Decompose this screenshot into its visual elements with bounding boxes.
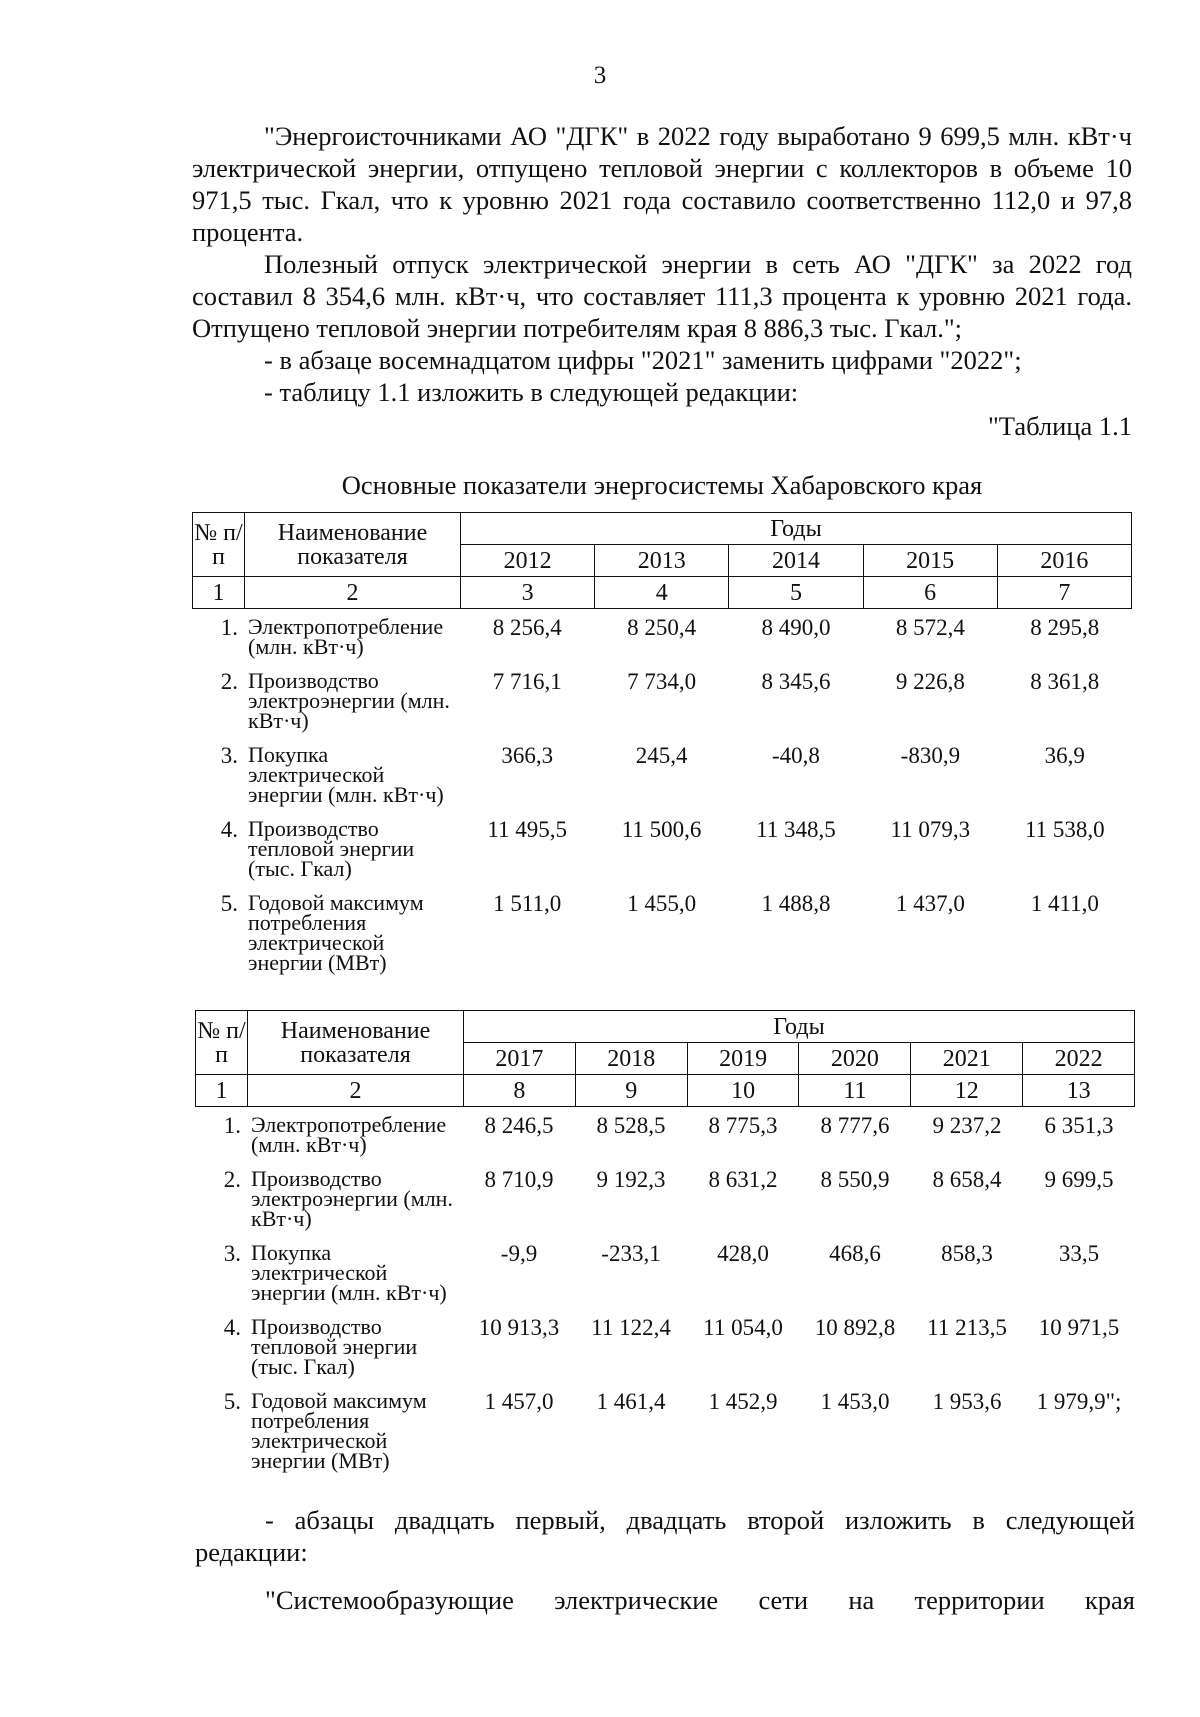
header-year: 2013 [595, 545, 729, 577]
cell-value: 9 237,2 [932, 1113, 1002, 1138]
row-name: Годовой максимум потребления электрической энергии (МВт) [251, 1388, 427, 1473]
row-name: Производство тепловой энергии (тыс. Гкал) [251, 1314, 418, 1379]
row-name: Производство тепловой энергии (тыс. Гкал) [248, 816, 415, 881]
cell-value: 10 892,8 [814, 1315, 896, 1340]
cell-value: -830,9 [900, 743, 961, 768]
cell-value: 1 411,0 [1030, 891, 1099, 916]
table-title: Основные показатели энергосистемы Хабаровского края [341, 470, 983, 500]
header-year: 2022 [1023, 1043, 1135, 1075]
cell-value: 1 457,0 [484, 1389, 554, 1414]
cell-value: 9 699,5 [1044, 1167, 1114, 1192]
cell-value: 8 572,4 [895, 615, 965, 640]
table-row [195, 1243, 1135, 1317]
cell-value: -233,1 [601, 1241, 661, 1266]
table-header [195, 1010, 1135, 1107]
cell-value: 7 716,1 [492, 669, 562, 694]
header-year: 2017 [464, 1043, 576, 1075]
table-label: "Таблица 1.1 [987, 411, 1132, 441]
paragraph-amendment-21-22: - абзацы двадцать первый, двадцать второй изложить в следующей редакции: [195, 1505, 1135, 1567]
row-number: 4. [223, 1315, 241, 1340]
table-row [195, 1391, 1135, 1485]
cell-value: 11 500,6 [621, 817, 702, 842]
cell-value: 9 192,3 [596, 1167, 666, 1192]
cell-value: -40,8 [772, 743, 820, 768]
table-body [195, 1112, 1135, 1485]
column-number: 9 [575, 1075, 687, 1107]
cell-value: 10 913,3 [478, 1315, 560, 1340]
column-number: 7 [997, 577, 1131, 609]
column-number: 8 [464, 1075, 576, 1107]
header-year: 2016 [997, 545, 1131, 577]
row-number: 5. [220, 891, 238, 916]
table-row [192, 745, 1132, 819]
row-name: Производство электроэнергии (млн. кВт·ч) [251, 1166, 453, 1231]
cell-value: 8 710,9 [484, 1167, 554, 1192]
header-year: 2012 [461, 545, 595, 577]
header-year: 2021 [911, 1043, 1023, 1075]
cell-value: 33,5 [1058, 1241, 1100, 1266]
cell-value: 8 528,5 [596, 1113, 666, 1138]
header-years: Годы [464, 1011, 1135, 1043]
cell-value: -9,9 [500, 1241, 538, 1266]
row-number: 3. [220, 743, 238, 768]
cell-value: 8 250,4 [627, 615, 697, 640]
cell-value: 11 079,3 [890, 817, 971, 842]
row-name: Покупка электрической энергии (млн. кВт·ч) [251, 1240, 447, 1305]
cell-value: 8 631,2 [708, 1167, 778, 1192]
cell-value: 11 538,0 [1024, 817, 1105, 842]
header-year: 2018 [575, 1043, 687, 1075]
column-number: 2 [245, 577, 461, 609]
cell-value: 11 213,5 [927, 1315, 1007, 1340]
paragraph-generation: "Энергоисточниками АО "ДГК" в 2022 году выработано 9 699,5 млн. кВт·ч электрической энергии, отпущено тепловой энергии с коллекторов в объеме 10 971,5 тыс. Гкал, что к уровню 2021 года составило соответственно 112,0 и 97,8 процента. [192, 121, 1132, 247]
table-body [192, 614, 1132, 987]
row-number: 4. [220, 817, 238, 842]
row-number: 5. [223, 1389, 241, 1414]
cell-value: 1 453,0 [820, 1389, 890, 1414]
cell-value: 11 054,0 [703, 1315, 783, 1340]
cell-value: 8 550,9 [820, 1167, 890, 1192]
row-number: 1. [220, 615, 238, 640]
cell-value: 11 495,5 [487, 817, 568, 842]
cell-value: 1 455,0 [627, 891, 697, 916]
row-name: Электропотребление (млн. кВт·ч) [251, 1112, 447, 1157]
cell-value: 8 658,4 [932, 1167, 1002, 1192]
row-name: Производство электроэнергии (млн. кВт·ч) [248, 668, 450, 733]
page-number: 3 [593, 62, 607, 89]
cell-value: 1 452,9 [708, 1389, 778, 1414]
cell-value: 8 246,5 [484, 1113, 554, 1138]
cell-value: 9 226,8 [895, 669, 965, 694]
cell-value: 8 361,8 [1030, 669, 1100, 694]
table-row [192, 671, 1132, 745]
cell-value: 10 971,5 [1038, 1315, 1120, 1340]
row-number: 1. [223, 1113, 241, 1138]
cell-value: 1 461,4 [596, 1389, 666, 1414]
table-header [192, 512, 1132, 609]
header-years: Годы [461, 513, 1132, 545]
row-number: 2. [220, 669, 238, 694]
table-row [195, 1317, 1135, 1391]
column-number: 12 [911, 1075, 1023, 1107]
column-number: 10 [687, 1075, 799, 1107]
cell-value: 36,9 [1044, 743, 1085, 768]
column-number: 3 [461, 577, 595, 609]
header-name: Наименование показателя [248, 1011, 464, 1075]
column-number: 6 [863, 577, 997, 609]
cell-value: 428,0 [717, 1241, 769, 1266]
cell-value: 8 256,4 [492, 615, 562, 640]
cell-value: 11 348,5 [756, 817, 836, 842]
cell-value: 11 122,4 [591, 1315, 671, 1340]
cell-value: 8 775,3 [708, 1113, 778, 1138]
cell-value: 1 437,0 [895, 891, 965, 916]
row-name: Годовой максимум потребления электрической энергии (МВт) [248, 890, 424, 975]
paragraph-amendment-18: - в абзаце восемнадцатом цифры "2021" заменить цифрами "2022"; [264, 345, 1022, 375]
column-number: 2 [248, 1075, 464, 1107]
cell-value: 8 490,0 [761, 615, 831, 640]
cell-value: 1 488,8 [761, 891, 831, 916]
table-row [195, 1115, 1135, 1169]
cell-value: 1 953,6 [932, 1389, 1002, 1414]
header-name: Наименование показателя [245, 513, 461, 577]
paragraph-supply: Полезный отпуск электрической энергии в сеть АО "ДГК" за 2022 год составил 8 354,6 млн. кВт·ч, что составляет 111,3 процента к уровню 2021 года. Отпущено тепловой энергии потребителям края 8 886,3 тыс. Гкал."; [192, 249, 1132, 343]
column-number: 5 [729, 577, 863, 609]
row-number: 3. [223, 1241, 241, 1266]
column-number: 1 [196, 1075, 248, 1107]
table-row [192, 893, 1132, 987]
row-name: Покупка электрической энергии (млн. кВт·ч) [248, 742, 444, 807]
column-number: 13 [1023, 1075, 1135, 1107]
row-name: Электропотребление (млн. кВт·ч) [248, 614, 444, 659]
header-year: 2014 [729, 545, 863, 577]
table-row [192, 617, 1132, 671]
cell-value: 6 351,3 [1044, 1113, 1114, 1138]
header-year: 2019 [687, 1043, 799, 1075]
table-2012-2016 [192, 512, 1132, 987]
cell-value: 1 979,9"; [1036, 1389, 1122, 1414]
table-row [192, 819, 1132, 893]
table-row [195, 1169, 1135, 1243]
header-year: 2015 [863, 545, 997, 577]
header-num: № п/п [193, 513, 245, 577]
cell-value: 366,3 [501, 743, 554, 768]
cell-value: 245,4 [635, 743, 688, 768]
column-number: 1 [193, 577, 245, 609]
cell-value: 8 345,6 [761, 669, 831, 694]
header-year: 2020 [799, 1043, 911, 1075]
column-number: 4 [595, 577, 729, 609]
paragraph-table-amendment: - таблицу 1.1 изложить в следующей редакции: [264, 377, 799, 407]
cell-value: 468,6 [829, 1241, 881, 1266]
cell-value: 1 511,0 [493, 891, 562, 916]
header-num: № п/п [196, 1011, 248, 1075]
column-number: 11 [799, 1075, 911, 1107]
cell-value: 8 777,6 [820, 1113, 890, 1138]
table-2017-2022 [195, 1010, 1135, 1485]
cell-value: 7 734,0 [627, 669, 697, 694]
cell-value: 858,3 [941, 1241, 993, 1266]
cell-value: 8 295,8 [1030, 615, 1100, 640]
row-number: 2. [223, 1167, 241, 1192]
paragraph-system-networks: "Системообразующие электрические сети на территории края [265, 1585, 1135, 1615]
